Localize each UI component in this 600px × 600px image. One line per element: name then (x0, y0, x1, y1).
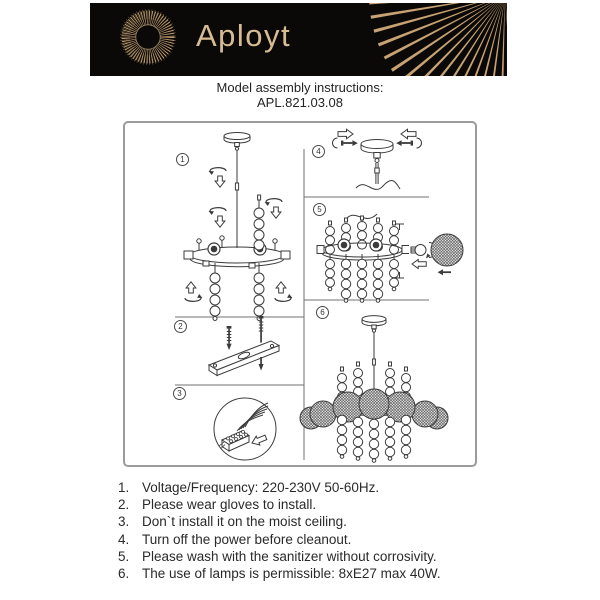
sunburst-logo-icon (119, 8, 177, 66)
item-number: 2. (118, 497, 130, 513)
panel-number-5: 5 (313, 203, 326, 216)
panel-2-bracket (209, 316, 279, 376)
item-number: 6. (118, 566, 130, 582)
item-text: Please wash with the sanitizer without corrosivity. (142, 548, 437, 564)
list-item (118, 496, 538, 513)
brand-banner (90, 3, 507, 76)
panel-number-1: 1 (176, 153, 189, 166)
item-text: Turn off the power before cleanout. (142, 531, 352, 547)
screw-icon (227, 326, 232, 350)
title-block (0, 80, 600, 110)
panel-3-wiring (214, 398, 276, 460)
panel-number-3: 3 (173, 387, 186, 400)
item-text: The use of lamps is permissible: 8xE27 max 40W. (142, 566, 441, 582)
panel-number-2: 2 (174, 320, 187, 333)
glass-shade-icon (431, 234, 463, 266)
list-item (118, 548, 538, 565)
page-title: Model assembly instructions: (216, 80, 384, 95)
item-number: 1. (118, 480, 130, 495)
item-text: Please wear gloves to install. (142, 497, 317, 513)
assembly-diagram (123, 121, 477, 467)
model-number: APL.821.03.08 (256, 95, 344, 110)
item-text: Voltage/Frequency: 220-230V 50-60Hz. (142, 480, 380, 495)
panel-number-4: 4 (312, 145, 325, 158)
panel-4-canopy (333, 129, 422, 189)
item-number: 5. (118, 548, 130, 564)
list-item (118, 513, 538, 530)
screw-icon (259, 316, 264, 371)
list-item (118, 479, 538, 496)
item-text: Don`t install it on the moist ceiling. (142, 514, 347, 530)
panel-1-chandelier (184, 133, 292, 321)
panel-5-bulb-shade (317, 214, 463, 302)
panel-6-finished (300, 316, 448, 463)
instruction-list (118, 479, 538, 582)
corner-rays-icon (365, 3, 507, 76)
item-number: 4. (118, 531, 130, 547)
list-item (118, 531, 538, 548)
brand-name: Aployt (196, 18, 292, 53)
panel-number-6: 6 (316, 306, 329, 319)
list-item (118, 565, 538, 582)
assembly-diagram-drawing (125, 123, 475, 465)
item-number: 3. (118, 514, 130, 530)
